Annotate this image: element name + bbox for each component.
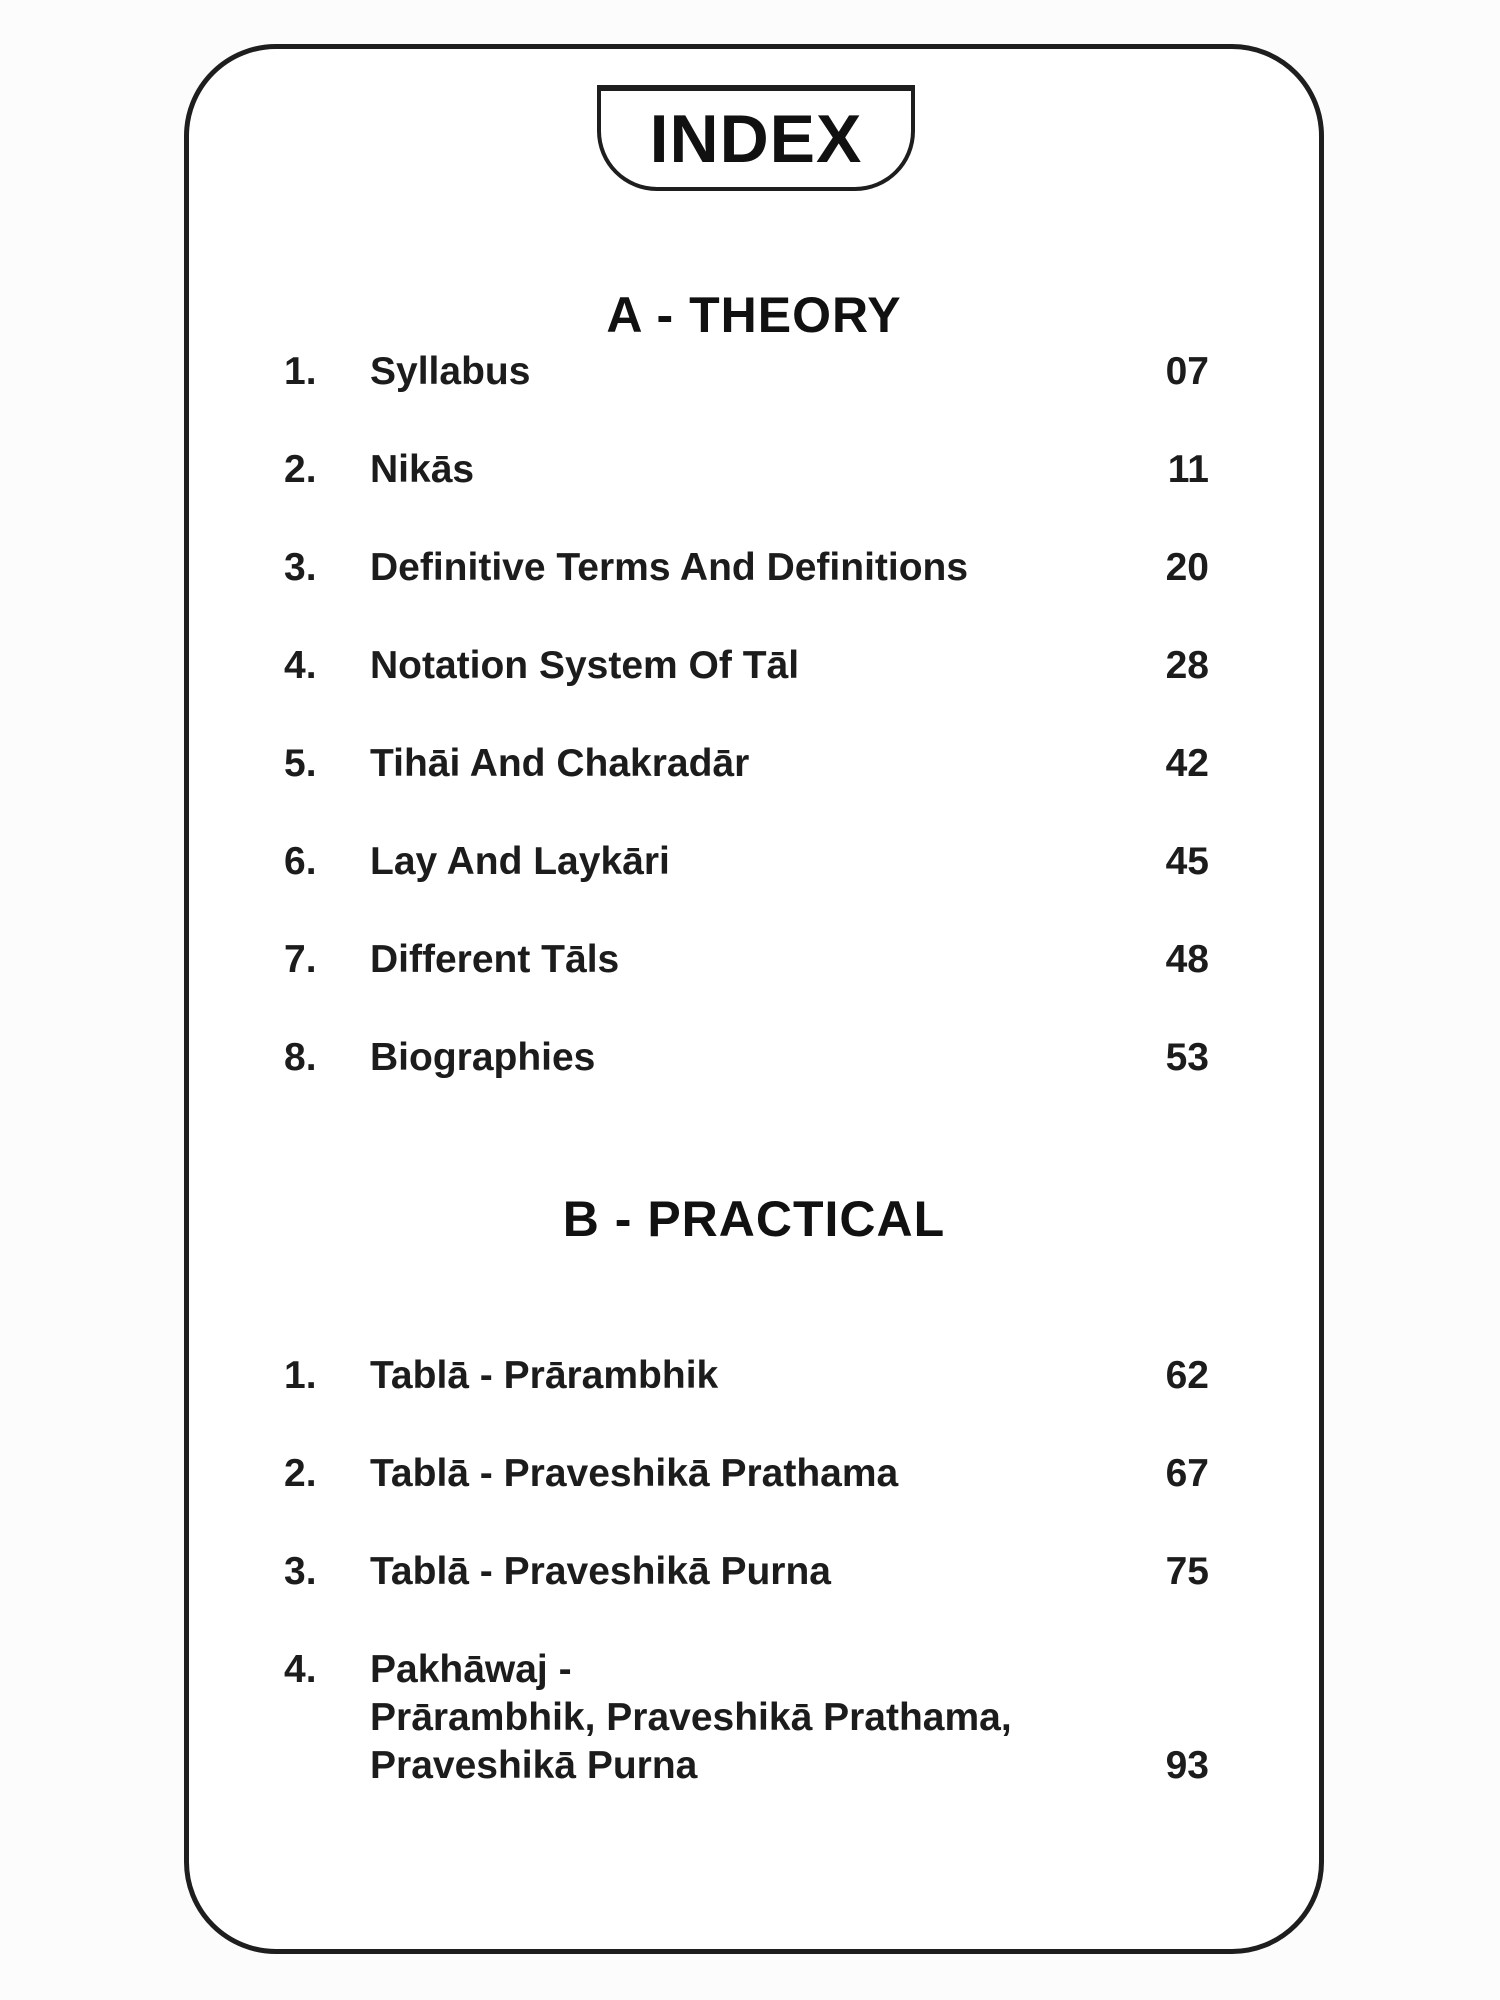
entry-number: 1. xyxy=(284,1354,317,1397)
entry-number: 2. xyxy=(284,1452,317,1495)
index-title-tab xyxy=(597,85,915,191)
entry-title: Nikās xyxy=(370,448,475,491)
entry-page: 11 xyxy=(1167,448,1209,491)
entry-number: 8. xyxy=(284,1036,317,1079)
entry-title: Lay And Laykāri xyxy=(370,840,670,883)
theory-heading: A - THEORY xyxy=(606,287,902,343)
entry-page: 53 xyxy=(1165,1036,1209,1079)
entry-page: 07 xyxy=(1165,350,1209,393)
entry-number: 4. xyxy=(284,644,317,687)
entry-title: Tablā - Prārambhik xyxy=(370,1354,719,1397)
entry-number: 1. xyxy=(284,350,317,393)
entry-number: 3. xyxy=(284,1550,317,1593)
entry-title: Tihāi And Chakradār xyxy=(370,742,750,785)
entry-title: Different Tāls xyxy=(370,938,620,981)
entry-page: 62 xyxy=(1165,1354,1209,1397)
entry-page: 67 xyxy=(1165,1452,1209,1495)
entry-title xyxy=(370,1646,1130,1790)
entry-title: Biographies xyxy=(370,1036,596,1079)
entry-number: 7. xyxy=(284,938,317,981)
entry-page: 75 xyxy=(1165,1550,1209,1593)
entry-title: Syllabus xyxy=(370,350,531,393)
entry-title-line: Prārambhik, Praveshikā Prathama, xyxy=(370,1696,1012,1739)
practical-heading: B - PRACTICAL xyxy=(562,1191,946,1247)
entry-number: 4. xyxy=(284,1648,317,1691)
entry-page: 28 xyxy=(1165,644,1209,687)
entry-title: Tablā - Praveshikā Prathama xyxy=(370,1452,899,1495)
entry-page: 45 xyxy=(1165,840,1209,883)
entry-page: 20 xyxy=(1165,546,1209,589)
entry-title: Definitive Terms And Definitions xyxy=(370,546,969,589)
entry-title: Notation System Of Tāl xyxy=(370,644,800,687)
entry-page: 42 xyxy=(1165,742,1209,785)
entry-title: Tablā - Praveshikā Purna xyxy=(370,1550,831,1593)
index-title: INDEX xyxy=(649,101,863,177)
entry-number: 3. xyxy=(284,546,317,589)
entry-title-line: Praveshikā Purna xyxy=(370,1744,698,1787)
entry-page: 48 xyxy=(1165,938,1209,981)
entry-title-line: Pakhāwaj - xyxy=(370,1648,572,1691)
entry-number: 6. xyxy=(284,840,317,883)
entry-number: 5. xyxy=(284,742,317,785)
entry-page: 93 xyxy=(1165,1744,1209,1787)
entry-number: 2. xyxy=(284,448,317,491)
